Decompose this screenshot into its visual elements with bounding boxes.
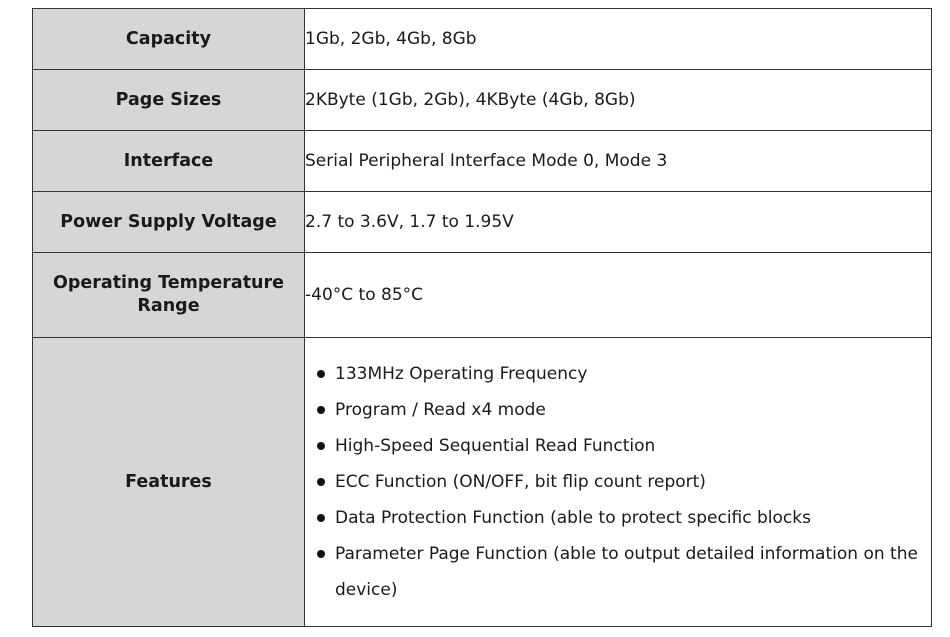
feature-text: Data Protection Function (able to protect specific blocks [335,508,811,528]
table-row [33,70,932,131]
feature-text: 133MHz Operating Frequency [335,364,588,384]
bullet-icon [317,514,325,522]
bullet-icon [317,550,325,558]
row-label: Page Sizes [33,70,305,131]
row-value: -40°C to 85°C [305,253,932,338]
table-row-features [33,338,932,627]
feature-text: ECC Function (ON/OFF, bit flip count report) [335,472,706,492]
spec-table [32,8,932,627]
feature-text: High-Speed Sequential Read Function [335,436,656,456]
row-value: 2KByte (1Gb, 2Gb), 4KByte (4Gb, 8Gb) [305,70,932,131]
list-item [305,536,931,608]
bullet-icon [317,442,325,450]
row-label: Interface [33,131,305,192]
list-item [305,428,931,464]
features-cell [305,338,932,627]
row-label: Operating Temperature Range [33,253,305,338]
list-item [305,500,931,536]
feature-text: Parameter Page Function (able to output detailed information on the device) [335,544,918,600]
row-label: Capacity [33,9,305,70]
table-row [33,253,932,338]
list-item [305,464,931,500]
features-list [305,340,931,624]
feature-text: Program / Read x4 mode [335,400,546,420]
row-value: Serial Peripheral Interface Mode 0, Mode 3 [305,131,932,192]
bullet-icon [317,478,325,486]
table-row [33,192,932,253]
bullet-icon [317,406,325,414]
row-value: 2.7 to 3.6V, 1.7 to 1.95V [305,192,932,253]
features-label: Features [33,338,305,627]
bullet-icon [317,370,325,378]
row-label: Power Supply Voltage [33,192,305,253]
row-value: 1Gb, 2Gb, 4Gb, 8Gb [305,9,932,70]
table-row [33,131,932,192]
list-item [305,356,931,392]
table-row [33,9,932,70]
list-item [305,392,931,428]
